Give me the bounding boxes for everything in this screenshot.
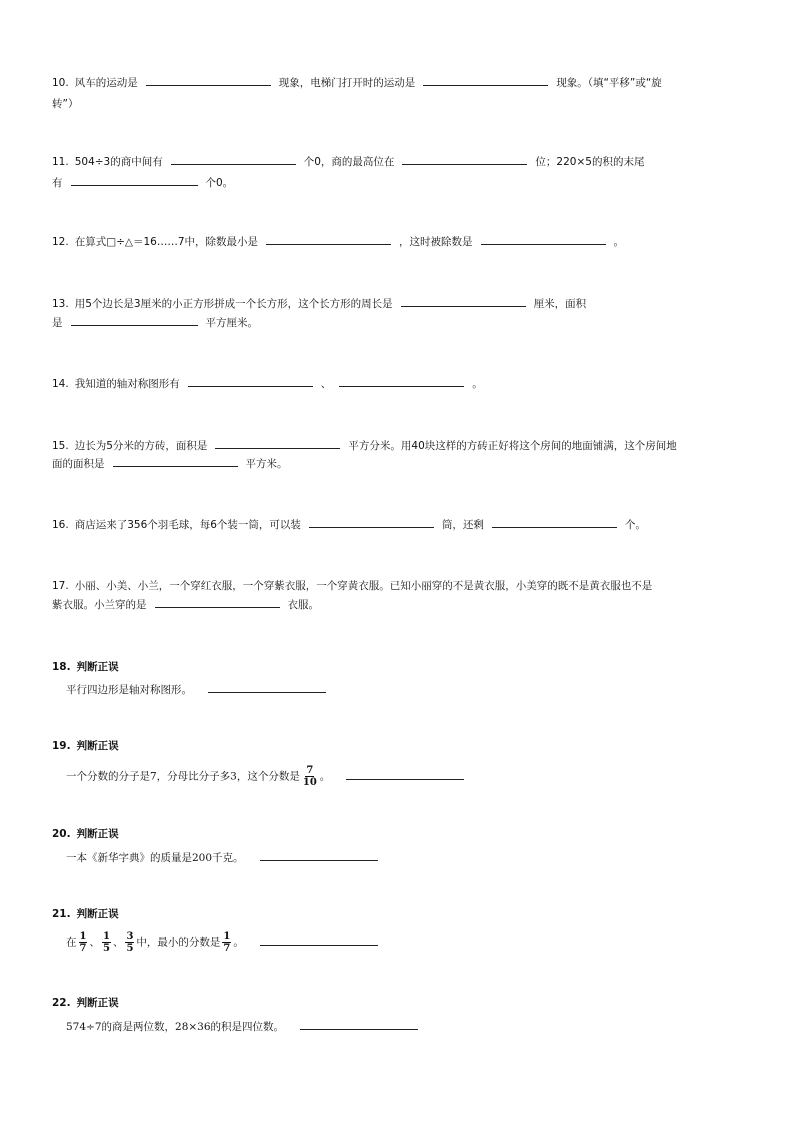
numerator: 7 <box>306 765 314 776</box>
question-text: ，这时被除数是 <box>399 236 473 248</box>
denominator: 7 <box>79 943 87 954</box>
question-text: 衣服。 <box>287 599 319 611</box>
question-21-body <box>66 931 386 954</box>
question-15-line2 <box>52 454 288 475</box>
question-19-body <box>66 765 472 788</box>
question-20-body <box>66 848 386 869</box>
question-number: 17. <box>52 580 69 592</box>
denominator: 5 <box>102 943 110 954</box>
question-text: 边长为5分米的方砖，面积是 <box>74 440 208 452</box>
question-number: 16. <box>52 519 69 531</box>
fraction <box>102 931 111 954</box>
question-17-line2 <box>52 595 319 616</box>
denominator: 10 <box>302 777 317 788</box>
question-text: 个。 <box>624 519 646 531</box>
question-text: 是 <box>52 317 63 329</box>
answer-blank[interactable] <box>266 232 391 245</box>
answer-blank[interactable] <box>113 454 238 467</box>
answer-blank[interactable] <box>71 313 198 326</box>
fraction <box>79 931 88 954</box>
question-11 <box>52 152 644 173</box>
numerator: 1 <box>79 931 87 942</box>
answer-blank[interactable] <box>171 152 296 165</box>
question-16 <box>52 515 646 536</box>
question-heading: 判断正误 <box>76 997 119 1009</box>
question-text: 一本《新华字典》的质量是200千克。 <box>66 852 244 864</box>
answer-blank[interactable] <box>260 933 378 946</box>
question-20-heading <box>52 824 119 845</box>
question-text: 574÷7的商是两位数，28×36的积是四位数。 <box>66 1021 285 1033</box>
question-18-body <box>66 680 334 701</box>
question-text: 小丽、小美、小兰，一个穿红衣服，一个穿紫衣服，一个穿黄衣服。已知小丽穿的不是黄衣服，小美穿的既不是黄衣服也不是 <box>74 580 653 592</box>
answer-blank[interactable] <box>146 73 271 86</box>
question-heading: 判断正误 <box>76 661 119 673</box>
question-number: 20. <box>52 828 71 840</box>
question-number: 13. <box>52 298 69 310</box>
question-number: 10. <box>52 77 69 89</box>
answer-blank[interactable] <box>401 294 526 307</box>
question-number: 15. <box>52 440 69 452</box>
answer-blank[interactable] <box>346 767 464 780</box>
question-number: 22. <box>52 997 71 1009</box>
question-text: 。 <box>472 378 483 390</box>
question-11-line2 <box>52 173 233 194</box>
question-13-line2 <box>52 313 258 334</box>
question-text: 我知道的轴对称图形有 <box>74 378 180 390</box>
question-text: 平方分米。用40块这样的方砖正好将这个房间的地面铺满，这个房间地 <box>348 440 677 452</box>
question-text: 在算式□÷△＝16……7中，除数最小是 <box>74 236 259 248</box>
question-22-body <box>66 1017 426 1038</box>
question-heading: 判断正误 <box>76 908 119 920</box>
question-text: 现象，电梯门打开时的运动是 <box>278 77 416 89</box>
question-text: 504÷3的商中间有 <box>74 156 163 168</box>
question-text: 中，最小的分数是 <box>136 936 221 949</box>
question-10-line2 <box>52 94 78 115</box>
question-10 <box>52 73 662 94</box>
question-number: 18. <box>52 661 71 673</box>
question-heading: 判断正误 <box>76 828 119 840</box>
answer-blank[interactable] <box>215 436 340 449</box>
answer-blank[interactable] <box>260 848 378 861</box>
question-text: 。 <box>233 936 244 949</box>
question-13 <box>52 294 586 315</box>
question-text: 风车的运动是 <box>74 77 138 89</box>
answer-blank[interactable] <box>402 152 527 165</box>
question-text: 面的面积是 <box>52 458 105 470</box>
question-text: 平方厘米。 <box>205 317 258 329</box>
question-heading: 判断正误 <box>76 740 119 752</box>
denominator: 5 <box>126 943 134 954</box>
question-22-heading <box>52 993 119 1014</box>
question-text: 有 <box>52 177 63 189</box>
question-number: 19. <box>52 740 71 752</box>
question-text: 在 <box>66 936 77 949</box>
question-19-heading <box>52 736 119 757</box>
separator: 、 <box>89 936 100 949</box>
question-text: 个0。 <box>205 177 234 189</box>
question-text: 商店运来了356个羽毛球，每6个装一筒，可以装 <box>74 519 301 531</box>
fraction <box>125 931 134 954</box>
answer-blank[interactable] <box>309 515 434 528</box>
answer-blank[interactable] <box>339 374 464 387</box>
question-text: 厘米，面积 <box>533 298 587 310</box>
answer-blank[interactable] <box>71 173 198 186</box>
question-text: 平行四边形是轴对称图形。 <box>66 684 192 696</box>
question-text: 、 <box>320 378 332 390</box>
question-17 <box>52 576 652 597</box>
answer-blank[interactable] <box>481 232 606 245</box>
question-text: 筒，还剩 <box>441 519 484 531</box>
question-text: 平方米。 <box>245 458 288 470</box>
question-text: 。 <box>319 770 331 783</box>
question-number: 21. <box>52 908 71 920</box>
question-text: 紫衣服。小兰穿的是 <box>52 599 147 611</box>
question-21-heading <box>52 904 119 925</box>
question-text: 位；220×5的积的末尾 <box>535 156 645 168</box>
question-text: 一个分数的分子是7，分母比分子多3，这个分数是 <box>66 770 300 783</box>
question-text: 转”） <box>52 98 79 110</box>
denominator: 7 <box>223 943 231 954</box>
question-text: 个0，商的最高位在 <box>303 156 395 168</box>
separator: 、 <box>112 936 124 949</box>
fraction <box>302 765 318 788</box>
question-text: 用5个边长是3厘米的小正方形拼成一个长方形，这个长方形的周长是 <box>74 298 393 310</box>
answer-blank[interactable] <box>492 515 617 528</box>
numerator: 3 <box>126 931 134 942</box>
question-number: 11. <box>52 156 69 168</box>
question-text: 现象。（填“平移”或“旋 <box>556 77 662 89</box>
answer-blank[interactable] <box>155 595 280 608</box>
question-number: 14. <box>52 378 69 390</box>
answer-blank[interactable] <box>300 1017 418 1030</box>
question-12 <box>52 232 624 253</box>
question-18-heading <box>52 657 119 678</box>
question-text: 。 <box>613 236 625 248</box>
numerator: 1 <box>223 931 231 942</box>
answer-blank[interactable] <box>208 680 326 693</box>
numerator: 1 <box>102 931 110 942</box>
answer-blank[interactable] <box>423 73 548 86</box>
question-number: 12. <box>52 236 69 248</box>
answer-blank[interactable] <box>188 374 313 387</box>
fraction <box>222 931 231 954</box>
question-14 <box>52 374 483 395</box>
